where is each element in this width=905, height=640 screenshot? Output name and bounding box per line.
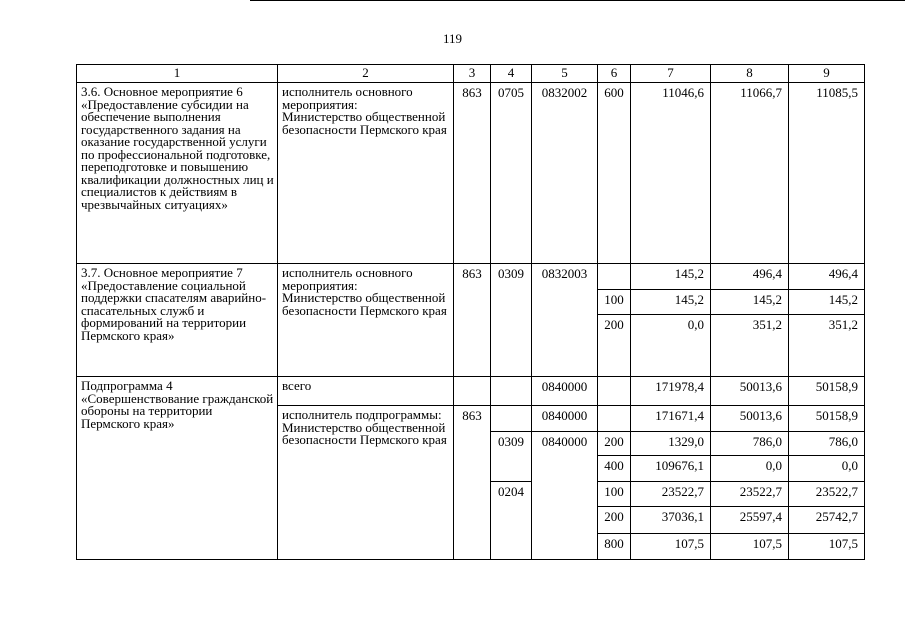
executor-cell <box>278 264 454 377</box>
header-cell: 6 <box>598 65 631 83</box>
budget-table <box>76 64 865 560</box>
header-cell: 2 <box>278 65 454 83</box>
grbs-code: 863 <box>454 264 491 377</box>
table-row <box>77 83 865 264</box>
value-year2: 351,2 <box>711 315 789 377</box>
value-year3: 50158,9 <box>789 377 865 406</box>
expense-code: 200 <box>598 315 631 377</box>
executor-name: Министерство общественной безопасности Пермского края <box>282 419 447 447</box>
value-year2: 496,4 <box>711 264 789 290</box>
executor-label: исполнитель подпрограммы: <box>282 407 442 422</box>
header-cell: 1 <box>77 65 278 83</box>
grbs-code: 863 <box>454 83 491 264</box>
executor-name: Министерство общественной безопасности Пермского края <box>282 290 447 318</box>
value-year1: 1329,0 <box>631 432 711 456</box>
measure-name: 3.7. Основное мероприятие 7 «Предоставление социальной поддержки спасателям аварийно-спасательных служб и формирований на территории Пермского края» <box>77 264 278 377</box>
value-year1: 171978,4 <box>631 377 711 406</box>
value-year3: 496,4 <box>789 264 865 290</box>
value-year2: 11066,7 <box>711 83 789 264</box>
expense-code: 200 <box>598 507 631 534</box>
target-code: 0840000 <box>532 432 598 560</box>
executor-cell <box>278 406 454 560</box>
expense-code: 100 <box>598 290 631 315</box>
value-year2: 50013,6 <box>711 377 789 406</box>
target-code: 0840000 <box>532 377 598 406</box>
value-year3: 11085,5 <box>789 83 865 264</box>
value-year3: 23522,7 <box>789 482 865 507</box>
value-year1: 23522,7 <box>631 482 711 507</box>
header-cell: 7 <box>631 65 711 83</box>
expense-code: 100 <box>598 482 631 507</box>
value-year2: 145,2 <box>711 290 789 315</box>
empty-cell <box>491 406 532 432</box>
value-year1: 0,0 <box>631 315 711 377</box>
top-rule <box>250 0 905 1</box>
grbs-code: 863 <box>454 406 491 560</box>
value-year2: 50013,6 <box>711 406 789 432</box>
target-code: 0840000 <box>532 406 598 432</box>
value-year3: 107,5 <box>789 534 865 560</box>
target-code: 0832002 <box>532 83 598 264</box>
executor-label: исполнитель основного мероприятия: <box>282 84 413 112</box>
target-code: 0832003 <box>532 264 598 377</box>
section-code: 0309 <box>491 264 532 377</box>
expense-code: 400 <box>598 456 631 482</box>
section-code: 0705 <box>491 83 532 264</box>
table-row <box>77 377 865 406</box>
section-code: 0309 <box>491 432 532 482</box>
value-year1: 171671,4 <box>631 406 711 432</box>
subprogram-name: Подпрограмма 4 «Совершенствование гражданской обороны на территории Пермского края» <box>77 377 278 560</box>
value-year1: 145,2 <box>631 290 711 315</box>
header-cell: 4 <box>491 65 532 83</box>
table-row <box>77 264 865 290</box>
header-cell: 3 <box>454 65 491 83</box>
expense-code: 800 <box>598 534 631 560</box>
header-row <box>77 65 865 83</box>
value-year2: 0,0 <box>711 456 789 482</box>
value-year2: 23522,7 <box>711 482 789 507</box>
header-cell: 5 <box>532 65 598 83</box>
value-year1: 11046,6 <box>631 83 711 264</box>
value-year1: 107,5 <box>631 534 711 560</box>
value-year3: 145,2 <box>789 290 865 315</box>
empty-cell <box>454 377 491 406</box>
value-year3: 0,0 <box>789 456 865 482</box>
value-year3: 786,0 <box>789 432 865 456</box>
expense-code <box>598 264 631 290</box>
section-code: 0204 <box>491 482 532 560</box>
value-year1: 145,2 <box>631 264 711 290</box>
page-number: 119 <box>442 31 463 46</box>
executor-label: исполнитель основного мероприятия: <box>282 265 413 293</box>
value-year2: 107,5 <box>711 534 789 560</box>
value-year1: 37036,1 <box>631 507 711 534</box>
expense-code: 600 <box>598 83 631 264</box>
value-year1: 109676,1 <box>631 456 711 482</box>
header-cell: 8 <box>711 65 789 83</box>
executor-name: Министерство общественной безопасности Пермского края <box>282 109 447 137</box>
value-year2: 25597,4 <box>711 507 789 534</box>
value-year2: 786,0 <box>711 432 789 456</box>
value-year3: 50158,9 <box>789 406 865 432</box>
empty-cell <box>598 406 631 432</box>
empty-cell <box>598 377 631 406</box>
empty-cell <box>491 377 532 406</box>
value-year3: 25742,7 <box>789 507 865 534</box>
total-label: всего <box>278 377 454 406</box>
header-cell: 9 <box>789 65 865 83</box>
expense-code: 200 <box>598 432 631 456</box>
value-year3: 351,2 <box>789 315 865 377</box>
executor-cell <box>278 83 454 264</box>
measure-name: 3.6. Основное мероприятие 6 «Предоставление субсидии на обеспечение выполнения государственного задания на оказание государственной услуги по профессиональной подготовке, переподготовке и повышению квалификации должностных лиц и специалистов к действиям в чрезвычайных ситуациях» <box>77 83 278 264</box>
